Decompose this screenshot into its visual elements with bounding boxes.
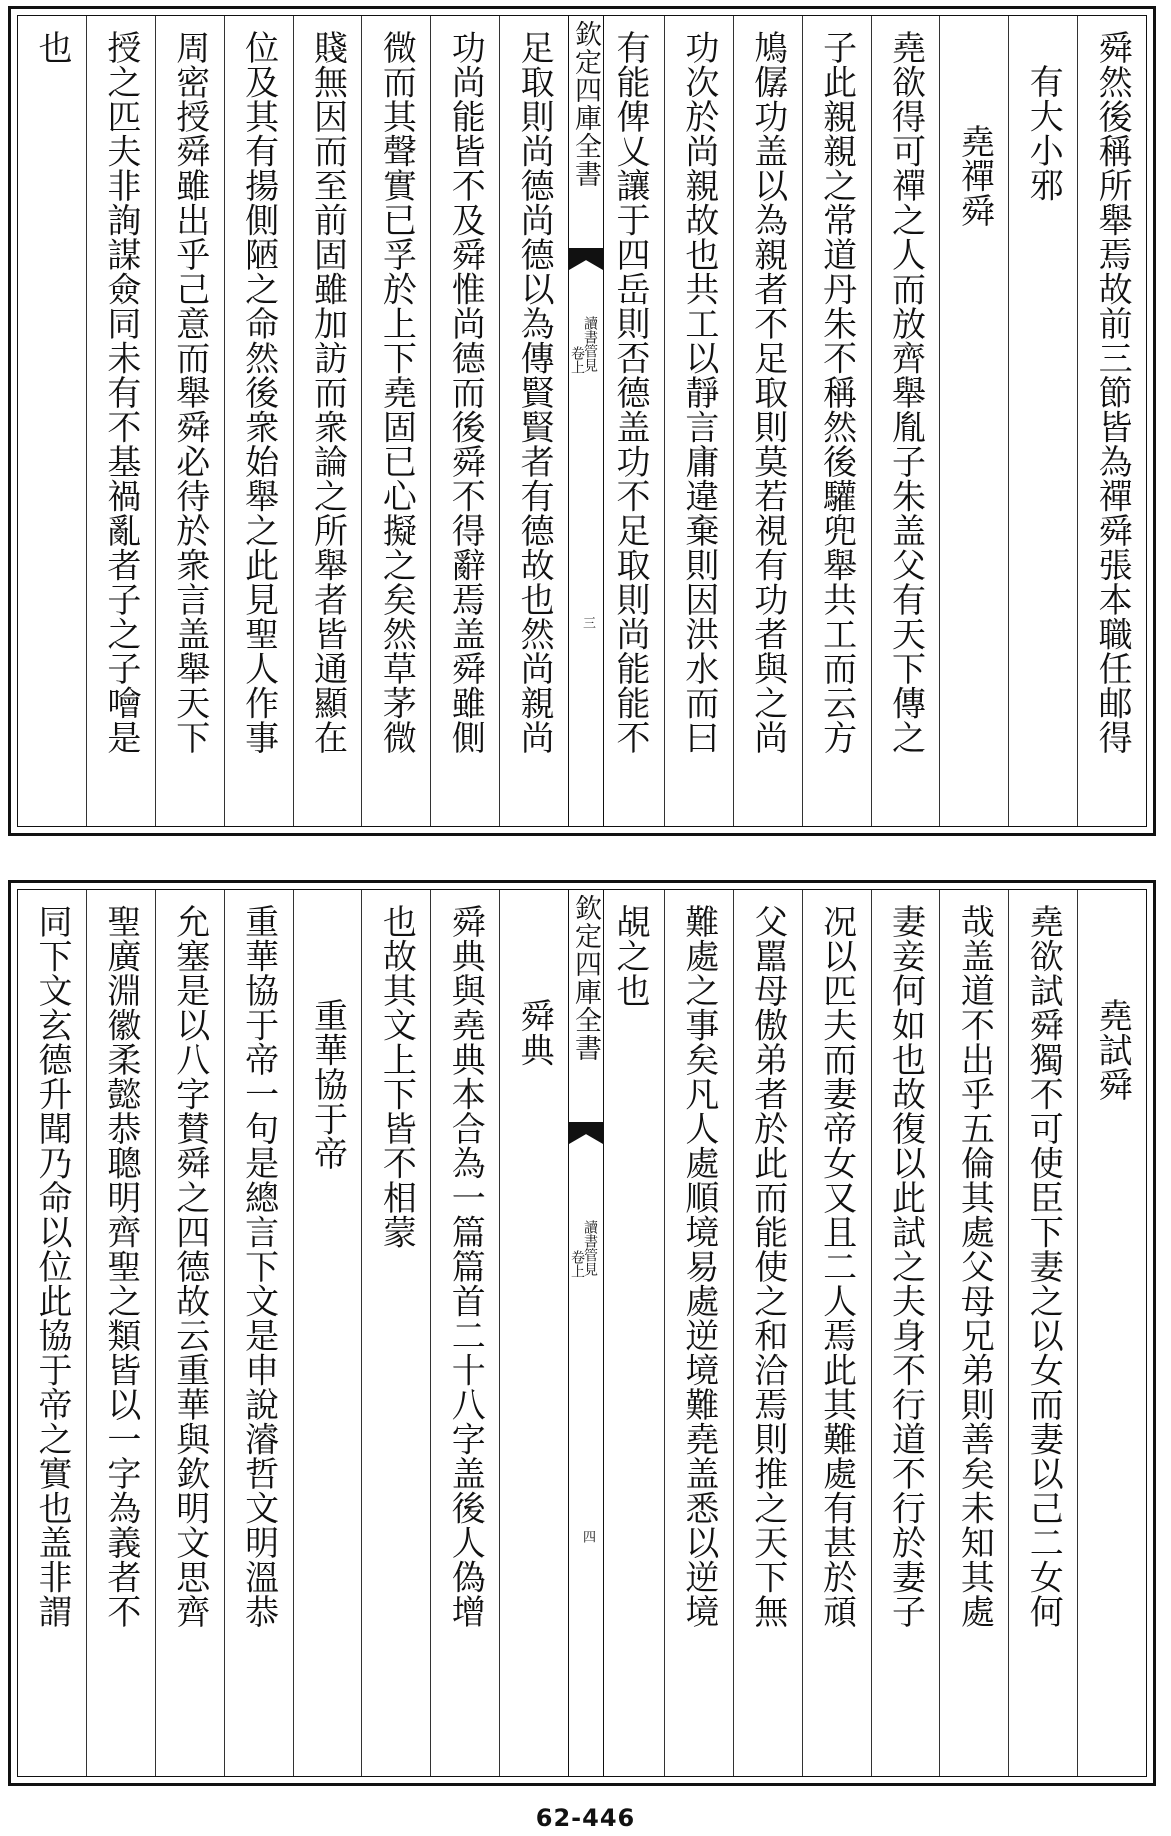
text-column: 舜然後稱所舉焉故前三節皆為禪舜張本職任邮得 — [1077, 16, 1146, 826]
text-column: 堯欲得可禪之人而放齊舉胤子朱盖父有天下傳之 — [871, 16, 940, 826]
text-column: 位及其有揚側陋之命然後衆始舉之此見聖人作事 — [224, 16, 293, 826]
top-right-columns — [596, 16, 1146, 826]
section-heading: 舜典 — [499, 890, 568, 1776]
text-column: 周密授舜雖出乎己意而舉舜必待於衆言盖舉天下 — [155, 16, 224, 826]
fish-tail-mark — [569, 1122, 603, 1144]
section-heading: 重華協于帝 — [293, 890, 362, 1776]
volume-label: 卷上 — [569, 1250, 585, 1278]
top-left-half — [18, 16, 568, 826]
section-heading: 堯試舜 — [1077, 890, 1146, 1776]
bottom-page-frame — [17, 889, 1147, 1777]
top-page — [8, 6, 1156, 836]
text-column: 允塞是以八字賛舜之四德故云重華與欽明文思齊 — [155, 890, 224, 1776]
text-column: 父嚚母傲弟者於此而能使之和洽焉則推之天下無 — [733, 890, 802, 1776]
top-page-frame — [17, 15, 1147, 827]
top-right-half — [596, 16, 1146, 826]
text-column: 有能俾乂讓于四岳則否德盖功不足取則尚能能不 — [609, 30, 650, 755]
bottom-center-fold — [568, 890, 604, 1776]
text-column: 重華協于帝一句是總言下文是申說濬哲文明溫恭 — [224, 890, 293, 1776]
top-center-fold — [568, 16, 604, 826]
leaf-number: 三 — [580, 616, 595, 629]
text-column: 聖廣淵徽柔懿恭聰明齊聖之類皆以一字為義者不 — [86, 890, 155, 1776]
bottom-right-half — [596, 890, 1146, 1776]
text-column: 難處之事矣凡人處順境易處逆境難堯盖悉以逆境 — [664, 890, 733, 1776]
text-column: 授之匹夫非詢謀僉同未有不基禍亂者子之子噲是 — [86, 16, 155, 826]
top-left-columns — [18, 16, 568, 826]
page-number: 62-446 — [535, 1804, 636, 1832]
text-column: 况以匹夫而妻帝女又且二人焉此其難處有甚於頑 — [802, 890, 871, 1776]
text-column: 微而其聲實已孚於上下堯固已心擬之矣然草茅微 — [361, 16, 430, 826]
text-column: 哉盖道不出乎五倫其處父母兄弟則善矣未知其處 — [939, 890, 1008, 1776]
volume-label: 卷上 — [569, 346, 585, 374]
bottom-left-columns — [18, 890, 568, 1776]
text-column: 堯欲試舜獨不可使臣下妻之以女而妻以己二女何 — [1008, 890, 1077, 1776]
section-heading: 堯禪舜 — [939, 16, 1008, 826]
book-title: 讀書管見 — [582, 1220, 598, 1276]
collection-caption: 欽定四庫全書 — [570, 20, 601, 188]
text-column: 功次於尚親故也共工以靜言庸違棄則因洪水而曰 — [664, 16, 733, 826]
collection-caption: 欽定四庫全書 — [570, 894, 601, 1062]
bottom-right-columns — [596, 890, 1146, 1776]
text-column: 覘之也 — [609, 904, 650, 1008]
text-column: 妻妾何如也故復以此試之夫身不行道不行於妻子 — [871, 890, 940, 1776]
text-column: 舜典與堯典本合為一篇篇首二十八字盖後人偽增 — [430, 890, 499, 1776]
leaf-number: 四 — [580, 1530, 595, 1543]
text-column: 同下文玄德升聞乃命以位此協于帝之實也盖非謂 — [31, 904, 72, 1629]
text-column: 鳩僝功盖以為親者不足取則莫若視有功者與之尚 — [733, 16, 802, 826]
text-column: 子此親親之常道丹朱不稱然後驩兜舉共工而云方 — [802, 16, 871, 826]
book-title: 讀書管見 — [582, 316, 598, 372]
bottom-page — [8, 880, 1156, 1786]
bottom-left-half — [18, 890, 568, 1776]
text-column: 也故其文上下皆不相蒙 — [361, 890, 430, 1776]
text-column: 賤無因而至前固雖加訪而衆論之所舉者皆通顯在 — [293, 16, 362, 826]
fish-tail-mark — [569, 248, 603, 270]
text-column: 有大小邪 — [1008, 16, 1077, 826]
text-column: 也 — [31, 30, 72, 65]
text-column: 足取則尚德尚德以為傳賢賢者有德故也然尚親尚 — [499, 16, 568, 826]
text-column: 功尚能皆不及舜惟尚德而後舜不得辭焉盖舜雖側 — [430, 16, 499, 826]
